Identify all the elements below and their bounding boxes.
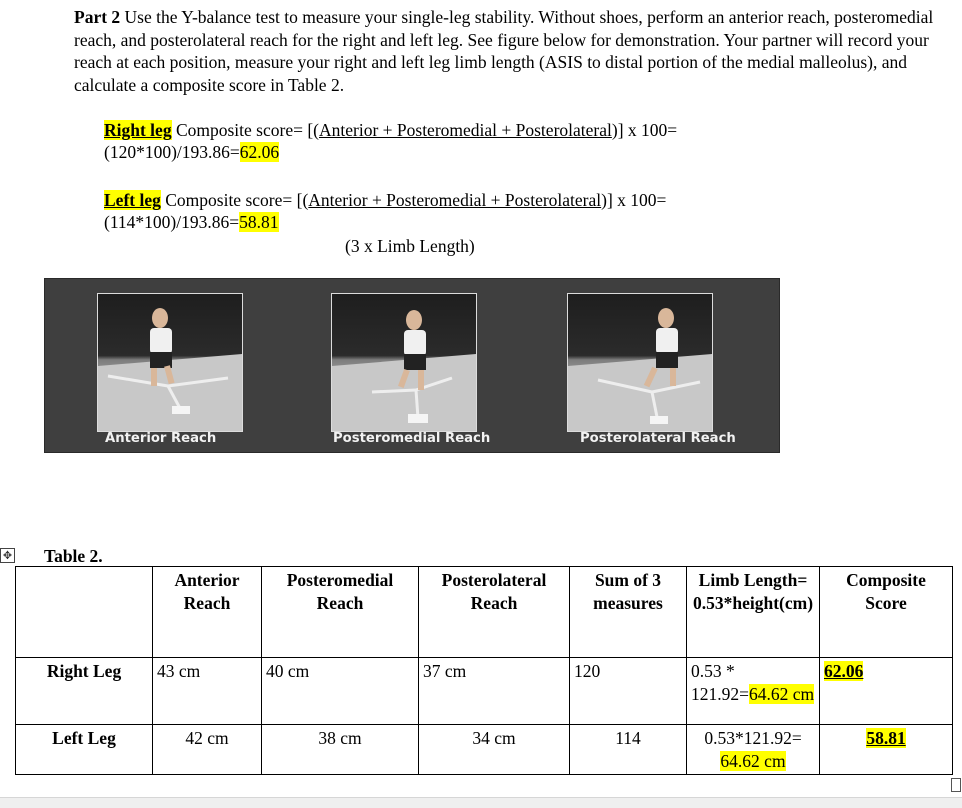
row-label: Left Leg bbox=[16, 725, 153, 775]
left-formula-prefix: Composite score= [( bbox=[160, 190, 309, 210]
header-posteromedial: Posteromedial Reach bbox=[262, 567, 419, 658]
table-2 bbox=[15, 566, 953, 775]
table-row bbox=[16, 658, 953, 725]
intro-paragraph bbox=[74, 6, 954, 96]
anterior-reach-photo bbox=[97, 293, 243, 432]
cell-posteromedial: 38 cm bbox=[262, 725, 419, 775]
table-resize-handle[interactable] bbox=[951, 778, 961, 792]
right-formula-calc: (120*100)/193.86= bbox=[104, 142, 240, 162]
left-leg-label: Left leg bbox=[104, 190, 161, 210]
cell-limb-length bbox=[687, 658, 820, 725]
cell-limb-length bbox=[687, 725, 820, 775]
part-label: Part 2 bbox=[74, 7, 121, 27]
table-row bbox=[16, 725, 953, 775]
limb-value: 64.62 cm bbox=[749, 683, 815, 704]
cell-anterior: 42 cm bbox=[153, 725, 262, 775]
right-formula-result: 62.06 bbox=[239, 142, 280, 162]
posteromedial-reach-photo bbox=[331, 293, 477, 432]
left-formula-calc: (114*100)/193.86= bbox=[104, 212, 240, 232]
composite-value: 62.06 bbox=[824, 661, 864, 681]
right-leg-formula bbox=[104, 119, 804, 163]
left-leg-formula bbox=[104, 189, 804, 233]
table-header-row bbox=[16, 567, 953, 658]
cell-anterior: 43 cm bbox=[153, 658, 262, 725]
left-formula-suffix: )] x 100= bbox=[601, 190, 667, 210]
cell-composite bbox=[820, 725, 953, 775]
caption-posteromedial: Posteromedial Reach bbox=[333, 431, 491, 446]
right-formula-prefix: Composite score= [( bbox=[171, 120, 319, 140]
row-label: Right Leg bbox=[16, 658, 153, 725]
page-bottom-edge bbox=[0, 797, 962, 808]
formula-denominator: (3 x Limb Length) bbox=[345, 236, 475, 256]
header-limb-length: Limb Length= 0.53*height(cm) bbox=[687, 567, 820, 658]
header-sum: Sum of 3 measures bbox=[570, 567, 687, 658]
header-anterior: Anterior Reach bbox=[153, 567, 262, 658]
table-title: Table 2. bbox=[44, 546, 103, 566]
cell-posteromedial: 40 cm bbox=[262, 658, 419, 725]
posterolateral-reach-photo bbox=[567, 293, 713, 432]
table-move-handle-icon[interactable]: ✥ bbox=[0, 548, 15, 563]
cell-posterolateral: 37 cm bbox=[419, 658, 570, 725]
header-composite: Composite Score bbox=[820, 567, 953, 658]
caption-anterior: Anterior Reach bbox=[105, 431, 217, 446]
right-formula-sum: Anterior + Posteromedial + Posterolateral bbox=[319, 120, 612, 140]
cell-sum: 114 bbox=[570, 725, 687, 775]
limb-prefix: 0.53*121.92= bbox=[704, 728, 802, 748]
caption-posterolateral: Posterolateral Reach bbox=[580, 431, 736, 446]
header-empty-cell bbox=[16, 567, 153, 658]
cell-composite bbox=[820, 658, 953, 725]
right-leg-label: Right leg bbox=[104, 120, 172, 140]
composite-value: 58.81 bbox=[866, 728, 906, 748]
left-formula-result: 58.81 bbox=[239, 212, 279, 232]
y-balance-figure bbox=[44, 278, 780, 453]
left-formula-sum: Anterior + Posteromedial + Posterolateral bbox=[308, 190, 602, 210]
cell-posterolateral: 34 cm bbox=[419, 725, 570, 775]
intro-text: Use the Y-balance test to measure your single-leg stability. Without shoes, perform an anterior reach, posteromedial reach, and posterolateral reach for the right and left leg. See figure below for demonstration. Your partner will record your reach at each position, measure your right and left leg limb length (ASIS to distal portion of the medial malleolus), and calculate a composite score in Table 2. bbox=[74, 7, 934, 95]
cell-sum: 120 bbox=[570, 658, 687, 725]
right-formula-suffix: )] x 100= bbox=[611, 120, 678, 140]
limb-value: 64.62 cm bbox=[720, 750, 786, 771]
header-posterolateral: Posterolateral Reach bbox=[419, 567, 570, 658]
limb-prefix: 0.53 * 121.92= bbox=[691, 661, 749, 704]
